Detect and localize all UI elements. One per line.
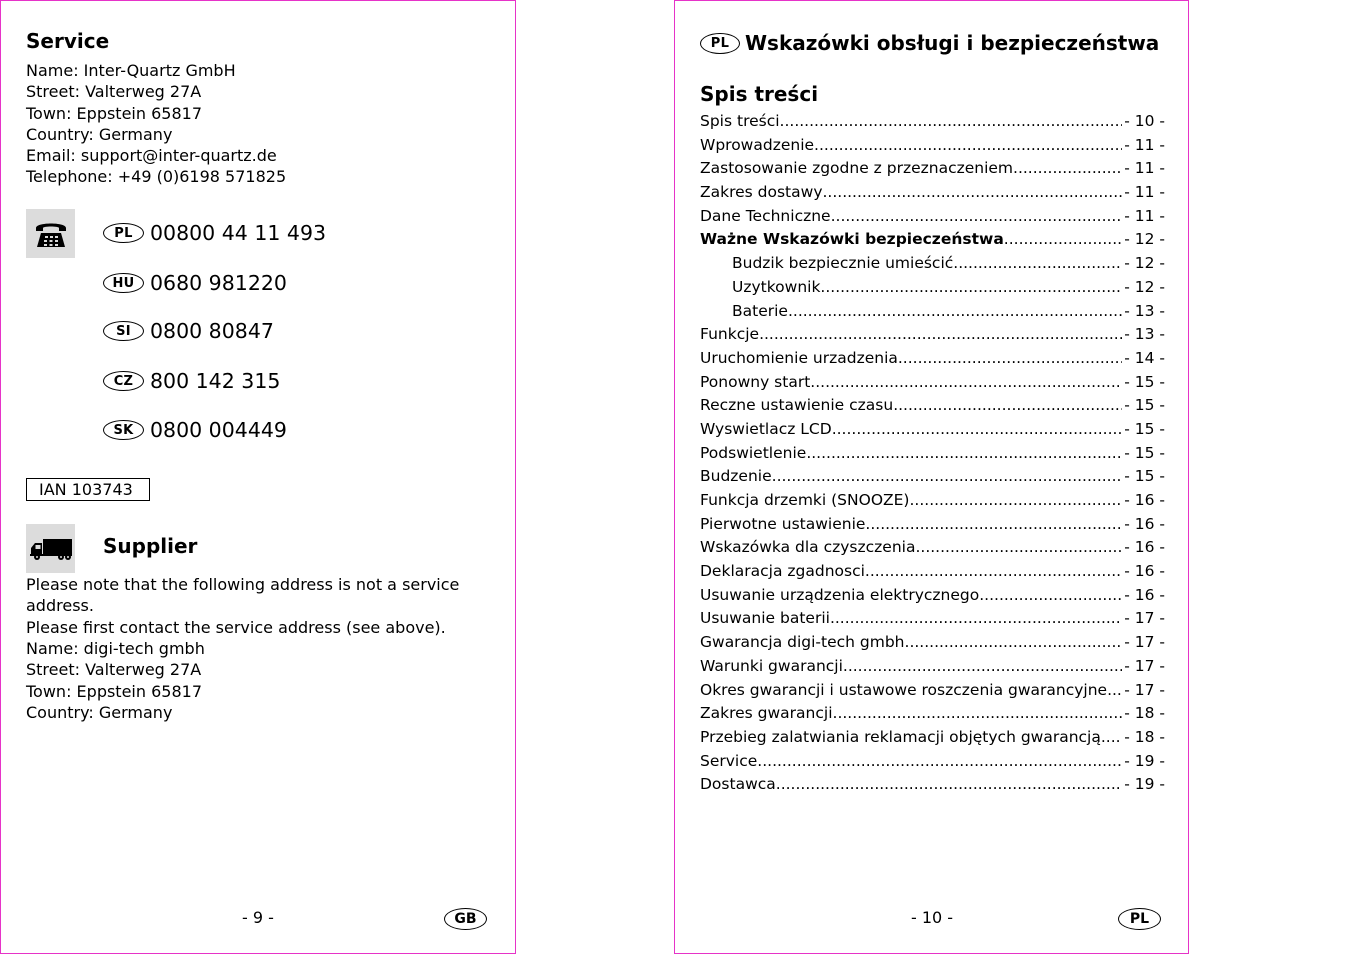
toc-entry	[700, 396, 1165, 420]
toc-entry-label: Przebieg zalatwiania reklamacji objętych gwarancją	[700, 727, 1101, 746]
toc-entry-page: - 16 -	[1124, 585, 1165, 604]
toc-entry	[700, 704, 1165, 728]
toc-leader-dots	[814, 136, 1122, 154]
toc-entry-page: - 14 -	[1124, 348, 1165, 367]
delivery-truck-icon	[26, 524, 75, 573]
toc-leader-dots	[757, 752, 1122, 770]
toc-entry-page: - 11 -	[1124, 183, 1165, 202]
toc-entry-label: Uruchomienie urzadzenia	[700, 348, 898, 367]
toc-entry-page: - 19 -	[1124, 751, 1165, 770]
toc-entry	[700, 467, 1165, 491]
toc-entry-page: - 17 -	[1124, 680, 1165, 699]
toc-entry-label: Service	[700, 751, 758, 770]
right-page	[674, 0, 1189, 954]
table-of-contents	[700, 112, 1165, 799]
toc-entry-label: Pierwotne ustawienie	[700, 514, 866, 533]
hotline-number: 0680 981220	[150, 271, 287, 295]
toc-leader-dots	[865, 562, 1122, 580]
service-title: Service	[26, 29, 110, 53]
toc-entry-label: Wprowadzenie	[700, 135, 815, 154]
service-line: Email: support@inter-quartz.de	[26, 146, 277, 166]
toc-entry-page: - 16 -	[1124, 514, 1165, 533]
toc-leader-dots	[843, 657, 1122, 675]
toc-entry	[700, 657, 1165, 681]
toc-entry-page: - 17 -	[1124, 633, 1165, 652]
toc-entry-page: - 15 -	[1124, 372, 1165, 391]
toc-entry	[700, 373, 1165, 397]
service-line: Country: Germany	[26, 124, 173, 144]
toc-entry-label: Gwarancja digi-tech gmbh	[700, 633, 905, 652]
toc-entry	[700, 183, 1165, 207]
toc-entry-page: - 15 -	[1124, 443, 1165, 462]
country-badge-hu: HU	[103, 273, 144, 293]
toc-leader-dots	[833, 704, 1123, 722]
toc-entry-label: Budzik bezpiecznie umieścić	[732, 254, 954, 273]
supplier-note-line: Please note that the following address is not a service address.	[26, 575, 460, 616]
hotline-number: 800 142 315	[150, 369, 281, 393]
toc-leader-dots	[898, 349, 1122, 367]
toc-entry-label: Deklaracja zgadnosci	[700, 562, 865, 581]
toc-leader-dots	[1013, 159, 1122, 177]
toc-leader-dots	[909, 491, 1122, 509]
toc-entry-label: Okres gwarancji i ustawowe roszczenia gwarancyjne	[700, 680, 1108, 699]
page-number: - 10 -	[911, 908, 954, 927]
toc-entry	[700, 112, 1165, 136]
toc-leader-dots	[905, 633, 1123, 651]
toc-leader-dots	[776, 775, 1122, 793]
toc-entry-label: Zastosowanie zgodne z przeznaczeniem	[700, 159, 1014, 178]
toc-leader-dots	[780, 112, 1123, 130]
language-badge-gb: GB	[444, 908, 487, 930]
supplier-line: Street: Valterweg 27A	[26, 660, 202, 680]
country-badge-cz: CZ	[103, 371, 144, 391]
toc-entry-label: Ponowny start	[700, 372, 811, 391]
toc-entry	[700, 586, 1165, 610]
toc-entry	[700, 302, 1165, 326]
toc-entry-page: - 15 -	[1124, 396, 1165, 415]
toc-entry	[700, 728, 1165, 752]
toc-entry-label: Podswietlenie	[700, 443, 807, 462]
toc-entry-page: - 15 -	[1124, 467, 1165, 486]
country-badge-pl: PL	[700, 33, 740, 54]
toc-entry-label: Funkcja drzemki (SNOOZE)	[700, 491, 910, 509]
toc-entry	[700, 136, 1165, 160]
toc-entry-page: - 19 -	[1124, 775, 1165, 794]
toc-entry	[700, 444, 1165, 468]
toc-entry	[700, 562, 1165, 586]
toc-entry-label: Usuwanie baterii	[700, 609, 830, 628]
toc-entry-label: Uzytkownik	[732, 277, 821, 296]
hotline-si	[103, 319, 274, 343]
toc-entry-label: Ważne Wskazówki bezpieczeństwa	[700, 230, 1004, 249]
toc-entry-page: - 10 -	[1124, 112, 1165, 130]
toc-entry	[700, 681, 1165, 705]
hotline-sk	[103, 418, 287, 442]
toc-entry-label: Zakres dostawy	[700, 183, 823, 202]
toc-entry-page: - 11 -	[1124, 206, 1165, 225]
toc-leader-dots	[788, 302, 1122, 320]
toc-entry	[700, 159, 1165, 183]
toc-entry	[700, 278, 1165, 302]
toc-leader-dots	[979, 586, 1122, 604]
section-heading-text: Wskazówki obsługi i bezpieczeństwa	[745, 31, 1160, 55]
toc-entry	[700, 325, 1165, 349]
toc-entry	[700, 752, 1165, 776]
toc-leader-dots	[915, 538, 1122, 556]
toc-entry	[700, 538, 1165, 562]
toc-entry-label: Baterie	[732, 301, 788, 320]
service-line: Street: Valterweg 27A	[26, 82, 202, 102]
hotline-number: 00800 44 11 493	[150, 221, 327, 245]
toc-entry-label: Funkcje	[700, 325, 760, 344]
toc-entry	[700, 420, 1165, 444]
supplier-note-line: Please first contact the service address (see above).	[26, 617, 446, 637]
supplier-title: Supplier	[103, 534, 198, 558]
hotline-number: 0800 004449	[150, 418, 287, 442]
supplier-line: Name: digi-tech gmbh	[26, 639, 205, 658]
page-number: - 9 -	[242, 908, 274, 927]
toc-leader-dots	[1101, 728, 1122, 746]
country-badge-si: SI	[103, 321, 144, 341]
toc-entry-page: - 18 -	[1124, 704, 1165, 723]
toc-entry-label: Dostawca	[700, 775, 776, 794]
toc-entry-label: Budzenie	[700, 467, 772, 486]
hotline-pl	[103, 221, 326, 245]
toc-entry-page: - 11 -	[1124, 159, 1165, 178]
country-badge-pl: PL	[103, 223, 144, 243]
toc-leader-dots	[806, 444, 1122, 462]
toc-entry-label: Spis treści	[700, 112, 780, 130]
toc-entry-page: - 16 -	[1124, 491, 1165, 509]
hotline-cz	[103, 369, 280, 393]
toc-entry	[700, 491, 1165, 515]
toc-leader-dots	[1107, 681, 1122, 699]
service-line: Name: Inter-Quartz GmbH	[26, 61, 236, 80]
toc-entry	[700, 207, 1165, 231]
section-heading	[700, 31, 1159, 55]
toc-entry	[700, 775, 1165, 799]
ian-number-box: IAN 103743	[26, 478, 150, 501]
toc-entry	[700, 633, 1165, 657]
toc-entry-page: - 16 -	[1124, 538, 1165, 557]
toc-leader-dots	[865, 515, 1122, 533]
toc-entry	[700, 254, 1165, 278]
toc-entry	[700, 609, 1165, 633]
toc-entry-label: Reczne ustawienie czasu	[700, 396, 894, 415]
hotline-hu	[103, 271, 287, 295]
toc-title: Spis treści	[700, 82, 819, 106]
toc-leader-dots	[823, 183, 1123, 201]
toc-leader-dots	[1004, 230, 1122, 248]
toc-entry-page: - 17 -	[1124, 609, 1165, 628]
toc-entry	[700, 230, 1165, 254]
toc-entry-page: - 15 -	[1124, 419, 1165, 438]
toc-entry	[700, 349, 1165, 373]
toc-entry-page: - 11 -	[1124, 135, 1165, 154]
toc-leader-dots	[953, 254, 1122, 272]
supplier-line: Country: Germany	[26, 702, 173, 722]
toc-entry-page: - 13 -	[1124, 301, 1165, 320]
language-badge-pl: PL	[1118, 908, 1161, 930]
toc-entry-page: - 16 -	[1124, 562, 1165, 581]
telephone-icon	[26, 209, 75, 258]
toc-leader-dots	[772, 467, 1123, 485]
left-page	[0, 0, 516, 954]
toc-leader-dots	[893, 396, 1122, 414]
toc-leader-dots	[830, 609, 1122, 627]
toc-entry-page: - 12 -	[1124, 254, 1165, 273]
service-line: Telephone: +49 (0)6198 571825	[26, 167, 287, 187]
service-line: Town: Eppstein 65817	[26, 103, 202, 123]
toc-entry-label: Wyswietlacz LCD	[700, 419, 832, 438]
toc-entry-label: Usuwanie urządzenia elektrycznego	[700, 585, 980, 604]
toc-entry-page: - 18 -	[1124, 727, 1165, 746]
toc-leader-dots	[759, 325, 1122, 343]
toc-entry-label: Dane Techniczne	[700, 206, 831, 225]
service-address	[26, 60, 286, 188]
toc-entry-label: Zakres gwarancji	[700, 704, 833, 723]
supplier-line: Town: Eppstein 65817	[26, 681, 202, 701]
toc-entry-page: - 13 -	[1124, 325, 1165, 344]
hotline-number: 0800 80847	[150, 319, 274, 343]
country-badge-sk: SK	[103, 420, 144, 440]
toc-entry-page: - 17 -	[1124, 656, 1165, 675]
supplier-address	[26, 638, 205, 723]
toc-entry-page: - 12 -	[1124, 277, 1165, 296]
toc-leader-dots	[831, 207, 1123, 225]
toc-leader-dots	[820, 278, 1122, 296]
supplier-note	[26, 574, 515, 638]
toc-entry	[700, 515, 1165, 539]
toc-entry-label: Warunki gwarancji	[700, 656, 843, 675]
toc-entry-page: - 12 -	[1124, 230, 1165, 249]
toc-leader-dots	[810, 373, 1122, 391]
toc-leader-dots	[832, 420, 1123, 438]
toc-entry-label: Wskazówka dla czyszczenia	[700, 538, 916, 557]
